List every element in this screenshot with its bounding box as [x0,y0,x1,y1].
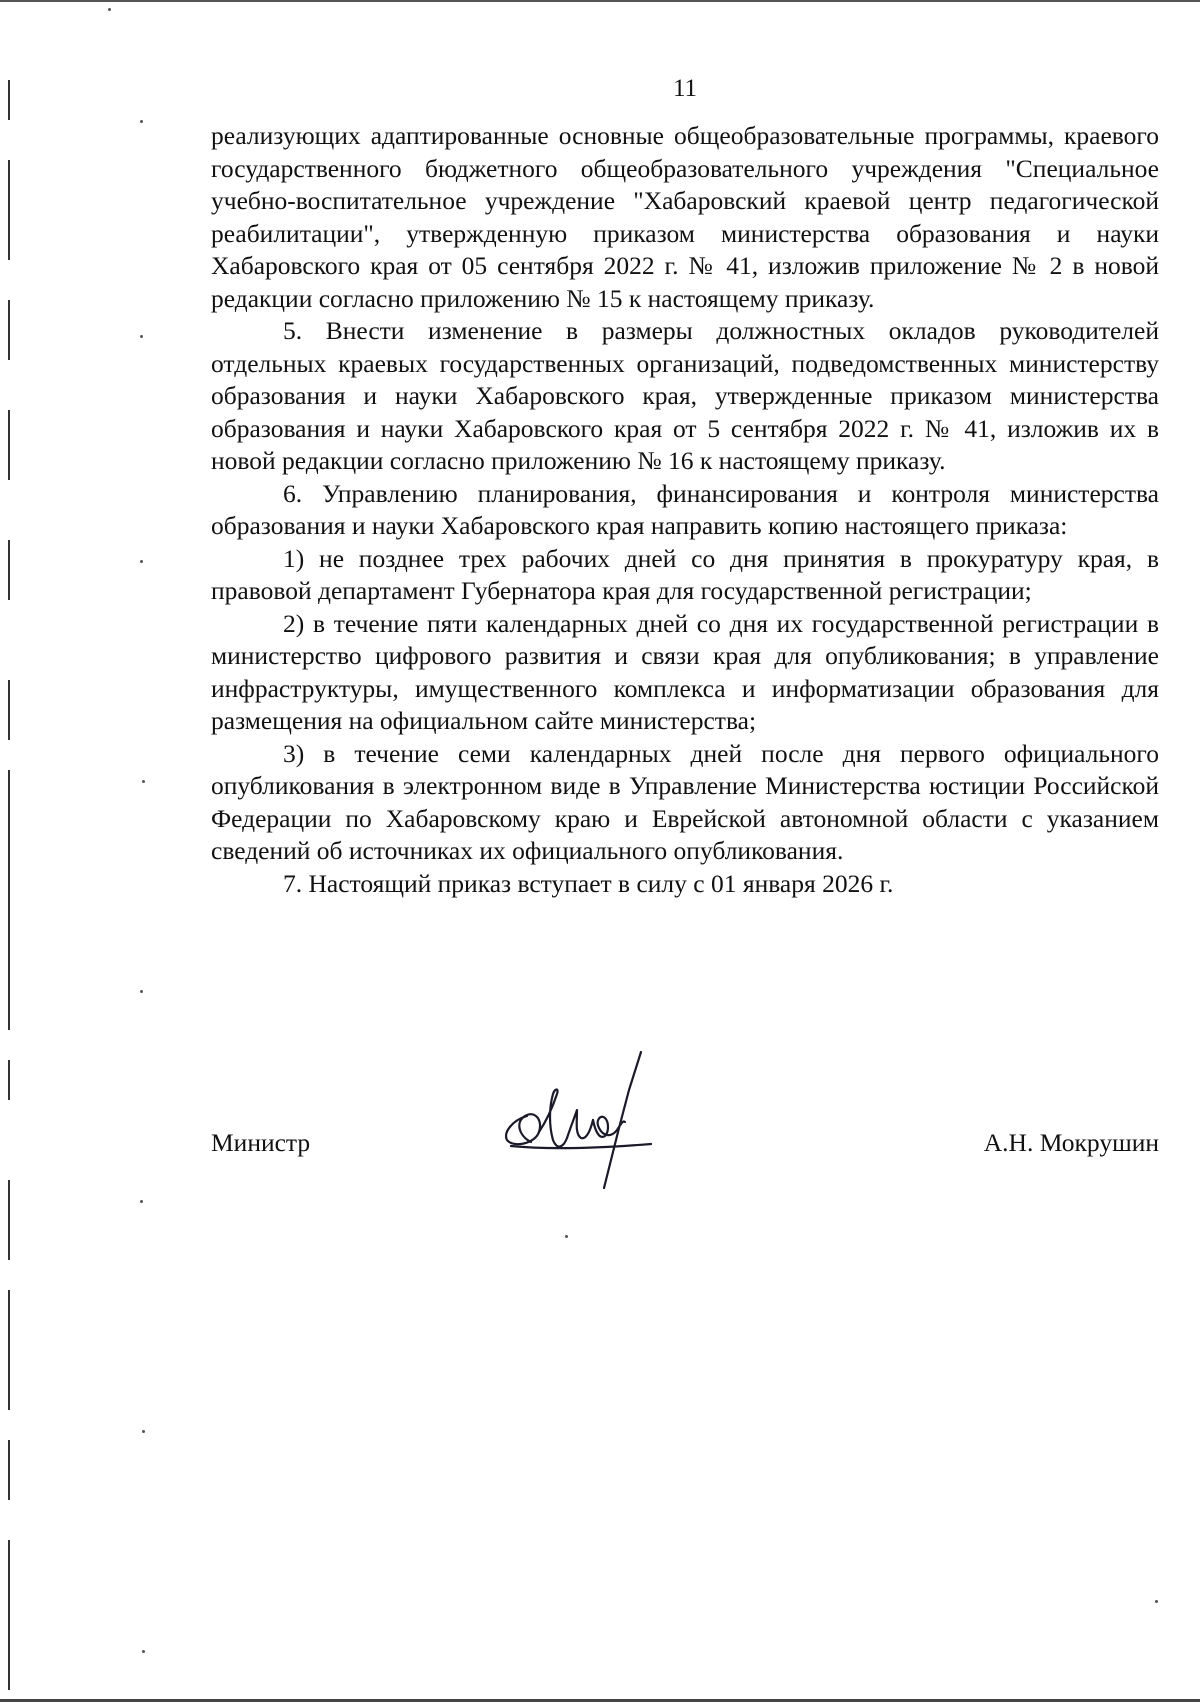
scan-speck [140,335,143,338]
scan-speck [142,1650,145,1653]
signatory-title: Министр [211,1128,311,1157]
scan-speck [142,780,145,783]
scan-speck [142,1430,145,1433]
scan-speck [1155,1600,1158,1603]
signature-block [211,1120,1159,1220]
paragraph-continuation: реализующих адаптированные основные общеобразовательные программы, краевого государственного бюджетного общеобразовательного учреждения "Специальное учебно-воспитательное учреждение "Хабаровский краевой центр педагогической реабилитации", утвержденную приказом министерства образования и науки Хабаровского края от 05 сентября 2022 г. № 41, изложив приложение № 2 в новой редакции согласно приложению № 15 к настоящему приказу. [211,121,1159,313]
scan-speck [140,1200,143,1203]
handwritten-signature-icon [491,1050,661,1200]
page-number: 11 [672,75,698,102]
scan-speck [140,560,143,563]
scan-edge-top [0,0,1200,2]
paragraph-item-7: 7. Настоящий приказ вступает в силу с 01 января 2026 г. [283,868,894,898]
paragraph-item-5: 5. Внести изменение в размеры должностных окладов руководителей отдельных краевых государственных организаций, подведомственных министерству образования и науки Хабаровского края, утвержденные приказом министерства образования и науки Хабаровского края от 5 сентября 2022 г. № 41, изложив их в новой редакции согласно приложению № 16 к настоящему приказу. [211,316,1159,475]
scan-speck [565,1235,568,1238]
paragraph-item-6: 6. Управлению планирования, финансирования и контроля министерства образования и науки Хабаровского края направить копию настоящего приказа: [211,478,1159,540]
scan-speck [108,8,111,11]
signatory-name: А.Н. Мокрушин [983,1128,1159,1157]
order-body [211,120,1159,900]
paragraph-item-6-3: 3) в течение семи календарных дней после дня первого официального опубликования в электронном виде в Управление Министерства юстиции Российской Федерации по Хабаровскому краю и Еврейской автономной области с указанием сведений об источниках их официального опубликования. [211,738,1159,865]
binding-marks [8,70,38,1702]
scan-speck [140,990,143,993]
paragraph-item-6-1: 1) не позднее трех рабочих дней со дня принятия в прокуратуру края, в правовой департамент Губернатора края для государственной регистрации; [211,543,1159,605]
paragraph-item-6-2: 2) в течение пяти календарных дней со дня их государственной регистрации в министерство цифрового развития и связи края для опубликования; в управление инфраструктуры, имущественного комплекса и информатизации образования для размещения на официальном сайте министерства; [211,608,1159,735]
scan-speck [140,120,143,123]
